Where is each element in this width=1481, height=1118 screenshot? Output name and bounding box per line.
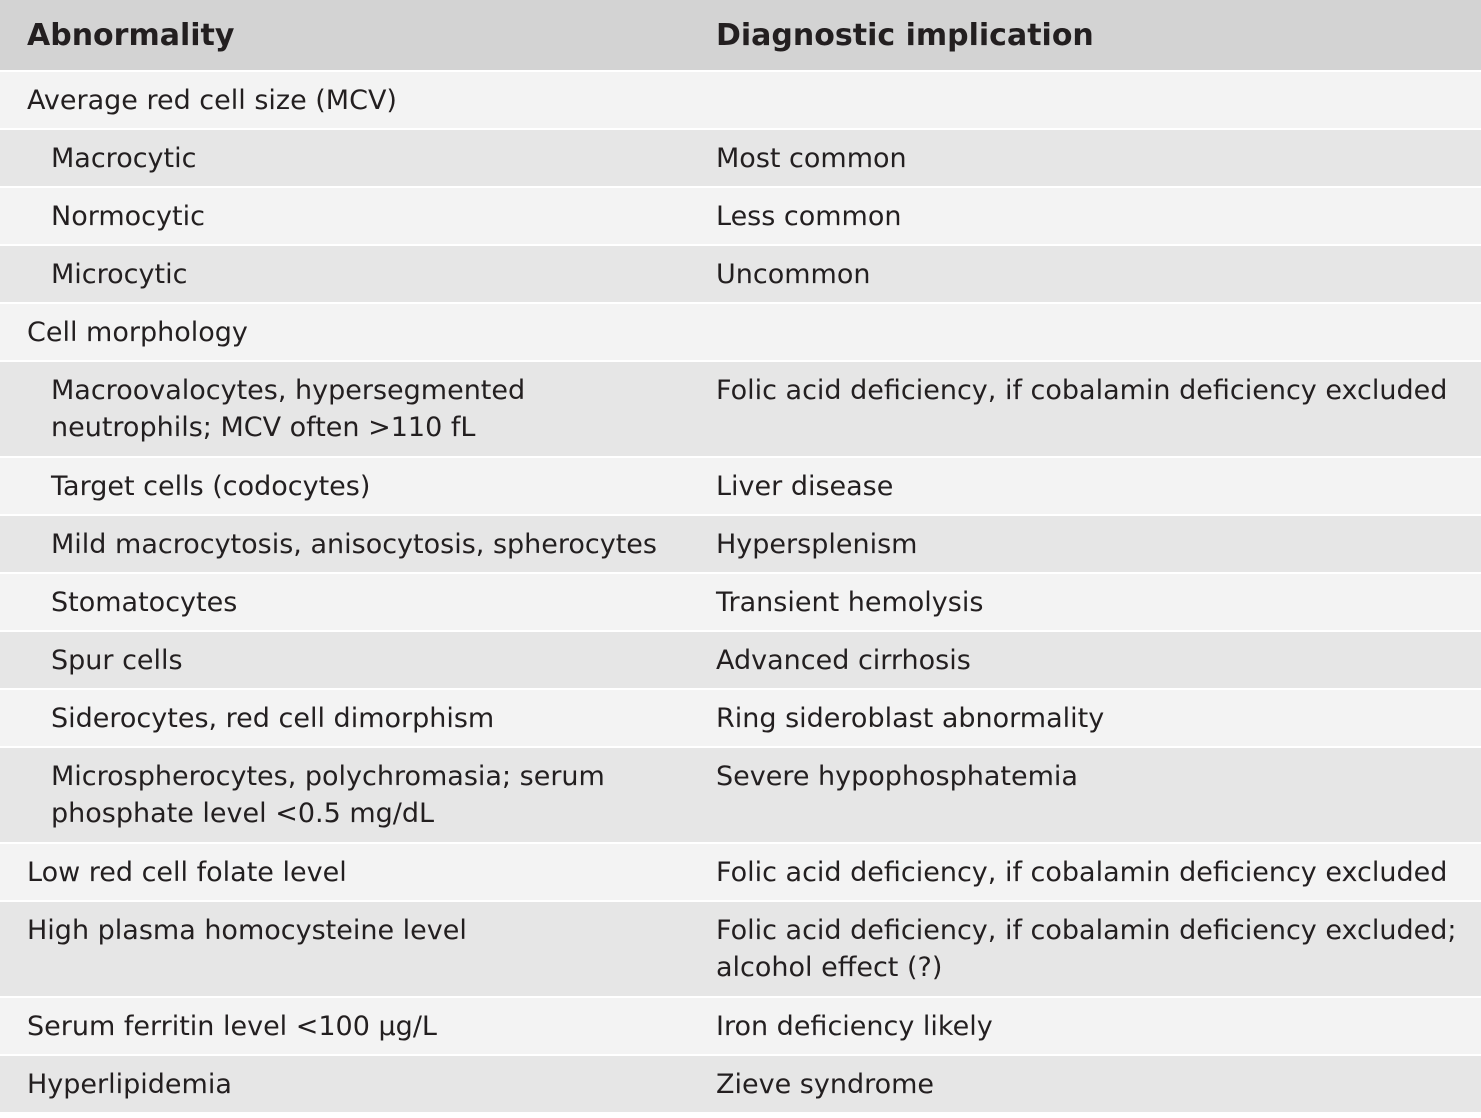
implication-cell: Advanced cirrhosis: [716, 645, 971, 676]
abnormality-cell: Stomatocytes: [51, 587, 238, 618]
table-row: [0, 304, 1481, 362]
table-header-row: [0, 0, 1481, 72]
abnormality-cell: Serum ferritin level <100 μg/L: [27, 1011, 437, 1042]
implication-cell: Folic acid deficiency, if cobalamin deficiency excluded: [716, 857, 1448, 888]
abnormality-cell: Hyperlipidemia: [27, 1069, 232, 1100]
abnormality-cell: Siderocytes, red cell dimorphism: [51, 703, 495, 734]
implication-cell: Folic acid deficiency, if cobalamin deficiency excluded: [716, 375, 1448, 406]
implication-cell: Transient hemolysis: [716, 587, 984, 618]
implication-cell: Severe hypophosphatemia: [716, 761, 1078, 792]
implication-cell: Liver disease: [716, 471, 894, 502]
implication-cell: Less common: [716, 201, 902, 232]
table-row: [0, 902, 1481, 998]
table-row: [0, 690, 1481, 748]
table-row: [0, 458, 1481, 516]
abnormality-cell: Microspherocytes, polychromasia; serum phosphate level <0.5 mg/dL: [51, 761, 605, 829]
header-diagnostic-implication: Diagnostic implication: [716, 17, 1094, 53]
abnormality-cell: Microcytic: [51, 259, 188, 290]
implication-cell: Ring sideroblast abnormality: [716, 703, 1105, 734]
table-row: [0, 188, 1481, 246]
table-row: [0, 748, 1481, 844]
table-row: [0, 574, 1481, 632]
abnormality-cell: Low red cell folate level: [27, 857, 347, 888]
abnormality-cell: Average red cell size (MCV): [27, 85, 397, 116]
abnormality-cell: Macroovalocytes, hypersegmented neutrophils; MCV often >110 fL: [51, 375, 526, 443]
table-row: [0, 1056, 1481, 1114]
implication-cell: Folic acid deficiency, if cobalamin deficiency excluded; alcohol effect (?): [716, 915, 1457, 983]
abnormality-cell: Cell morphology: [27, 317, 248, 348]
abnormality-cell: Normocytic: [51, 201, 205, 232]
table-row: [0, 246, 1481, 304]
implication-cell: Hypersplenism: [716, 529, 918, 560]
table-row: [0, 632, 1481, 690]
table-row: [0, 998, 1481, 1056]
implication-cell: Uncommon: [716, 259, 871, 290]
abnormality-cell: Mild macrocytosis, anisocytosis, spherocytes: [51, 529, 657, 560]
header-abnormality: Abnormality: [27, 17, 235, 53]
table-row: [0, 516, 1481, 574]
implication-cell: Most common: [716, 143, 907, 174]
implication-cell: Iron deficiency likely: [716, 1011, 993, 1042]
table-row: [0, 362, 1481, 458]
table-row: [0, 72, 1481, 130]
implication-cell: Zieve syndrome: [716, 1069, 935, 1100]
abnormality-cell: Spur cells: [51, 645, 183, 676]
abnormality-cell: High plasma homocysteine level: [27, 915, 467, 946]
table-row: [0, 130, 1481, 188]
abnormality-cell: Target cells (codocytes): [51, 471, 371, 502]
abnormality-cell: Macrocytic: [51, 143, 197, 174]
table-row: [0, 844, 1481, 902]
